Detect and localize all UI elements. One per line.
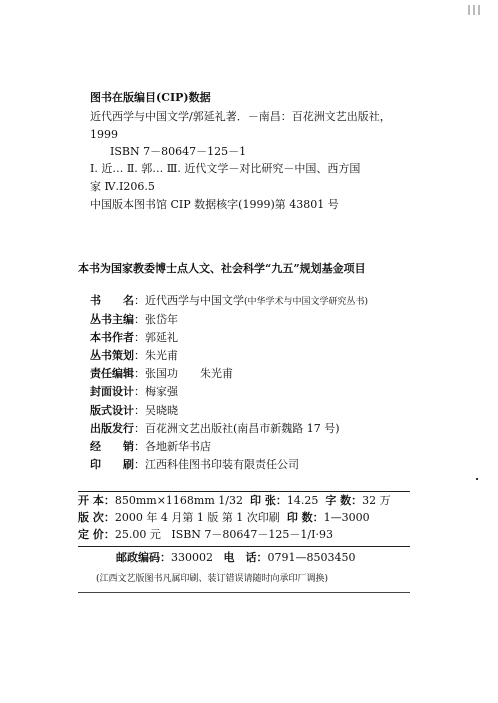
credit-row xyxy=(90,367,233,381)
credit-separator: ： xyxy=(134,458,145,471)
edition-label: 版 次： xyxy=(78,511,115,524)
project-note: 本书为国家教委博士点人文、社会科学“九五”规划基金项目 xyxy=(78,262,366,275)
credit-row xyxy=(90,294,368,309)
specs-row-price xyxy=(78,528,333,542)
credit-row xyxy=(90,313,178,327)
credit-row xyxy=(90,458,299,472)
words-value: 32 万 xyxy=(362,494,391,507)
credit-row xyxy=(90,404,178,418)
credit-value: 各地新华书店 xyxy=(145,440,211,453)
credit-value: 近代西学与中国文学 xyxy=(145,294,244,307)
credit-row xyxy=(90,422,340,436)
credit-label: 本书作者 xyxy=(90,331,134,344)
credit-row xyxy=(90,349,178,363)
credit-label: 经 销 xyxy=(90,440,134,453)
credit-value: 朱光甫 xyxy=(145,349,178,362)
credit-separator: ： xyxy=(134,404,145,417)
price-label: 定 价： xyxy=(78,528,115,541)
postcode-label: 邮政编码： xyxy=(116,551,171,564)
rule-bottom xyxy=(78,592,410,593)
credit-separator: ： xyxy=(134,331,145,344)
format-label: 开 本： xyxy=(78,494,115,507)
credit-label: 丛书主编 xyxy=(90,313,134,326)
cip-line-classification-cont: 家 Ⅳ.Ⅰ206.5 xyxy=(90,180,155,193)
specs-row-format xyxy=(78,494,391,508)
scan-edge-marks xyxy=(468,0,498,14)
rule-middle xyxy=(78,546,410,547)
credit-label: 责任编辑 xyxy=(90,367,134,380)
credit-separator: ： xyxy=(134,294,145,307)
credit-value: 郭延礼 xyxy=(145,331,178,344)
cip-line-year: 1999 xyxy=(90,128,118,141)
sheets-value: 14.25 xyxy=(286,494,319,507)
words-label: 字 数： xyxy=(325,494,363,507)
credit-label: 出版发行 xyxy=(90,422,134,435)
copies-value: 1—3000 xyxy=(323,511,370,524)
footnote: (江西文艺版图书凡属印刷、装订错误请随时向承印厂调换) xyxy=(96,574,329,584)
credit-label: 封面设计 xyxy=(90,385,134,398)
price-value: 25.00 元 xyxy=(114,528,161,541)
credit-separator: ： xyxy=(134,349,145,362)
cip-line-record: 中国版本图书馆 CIP 数据核字(1999)第 43801 号 xyxy=(90,198,339,211)
credit-separator: ： xyxy=(134,422,145,435)
credit-separator: ： xyxy=(134,385,145,398)
phone-value: 0791—8503450 xyxy=(267,551,356,564)
sheets-label: 印 张： xyxy=(249,494,287,507)
contact-row xyxy=(116,551,355,565)
credit-separator: ： xyxy=(134,313,145,326)
credit-value: 张国功 朱光甫 xyxy=(145,367,233,380)
credit-label: 版式设计 xyxy=(90,404,134,417)
edition-value: 2000 年 4 月第 1 版 第 1 次印刷 xyxy=(114,511,280,524)
credit-row xyxy=(90,385,178,399)
credit-label: 丛书策划 xyxy=(90,349,134,362)
credit-label: 印 刷 xyxy=(90,458,134,471)
credit-row xyxy=(90,331,178,345)
copies-label: 印 数： xyxy=(286,511,324,524)
credit-value: 百花洲文艺出版社(南昌市新魏路 17 号) xyxy=(145,422,340,435)
format-value: 850mm×1168mm 1/32 xyxy=(114,494,243,507)
cip-line-classification: Ⅰ. 近… Ⅱ. 郭… Ⅲ. 近代文学－对比研究－中国、西方国 xyxy=(90,162,361,175)
cip-heading: 图书在版编目(CIP)数据 xyxy=(90,91,211,104)
postcode-value: 330002 xyxy=(171,551,213,564)
credit-value: 江西科佳图书印装有限责任公司 xyxy=(145,458,299,471)
cip-line-isbn: ISBN 7－80647－125－1 xyxy=(110,145,247,158)
credit-label: 书 名 xyxy=(90,294,134,307)
credit-value: 张岱年 xyxy=(145,313,178,326)
phone-label: 电 话： xyxy=(223,551,268,564)
scan-speck xyxy=(476,478,478,480)
credit-row xyxy=(90,440,211,454)
rule-top xyxy=(78,491,410,492)
credit-value: 梅家强 xyxy=(145,385,178,398)
specs-row-edition xyxy=(78,511,370,525)
series-note: (中华学术与中国文学研究丛书) xyxy=(244,297,369,307)
credit-separator: ： xyxy=(134,440,145,453)
isbn-full: ISBN 7－80647－125－1/Ⅰ·93 xyxy=(171,528,333,541)
credit-separator: ： xyxy=(134,367,145,380)
cip-line-title: 近代西学与中国文学/郭延礼著．－南昌：百花洲文艺出版社， xyxy=(90,110,391,123)
credit-value: 吴晓晓 xyxy=(145,404,178,417)
